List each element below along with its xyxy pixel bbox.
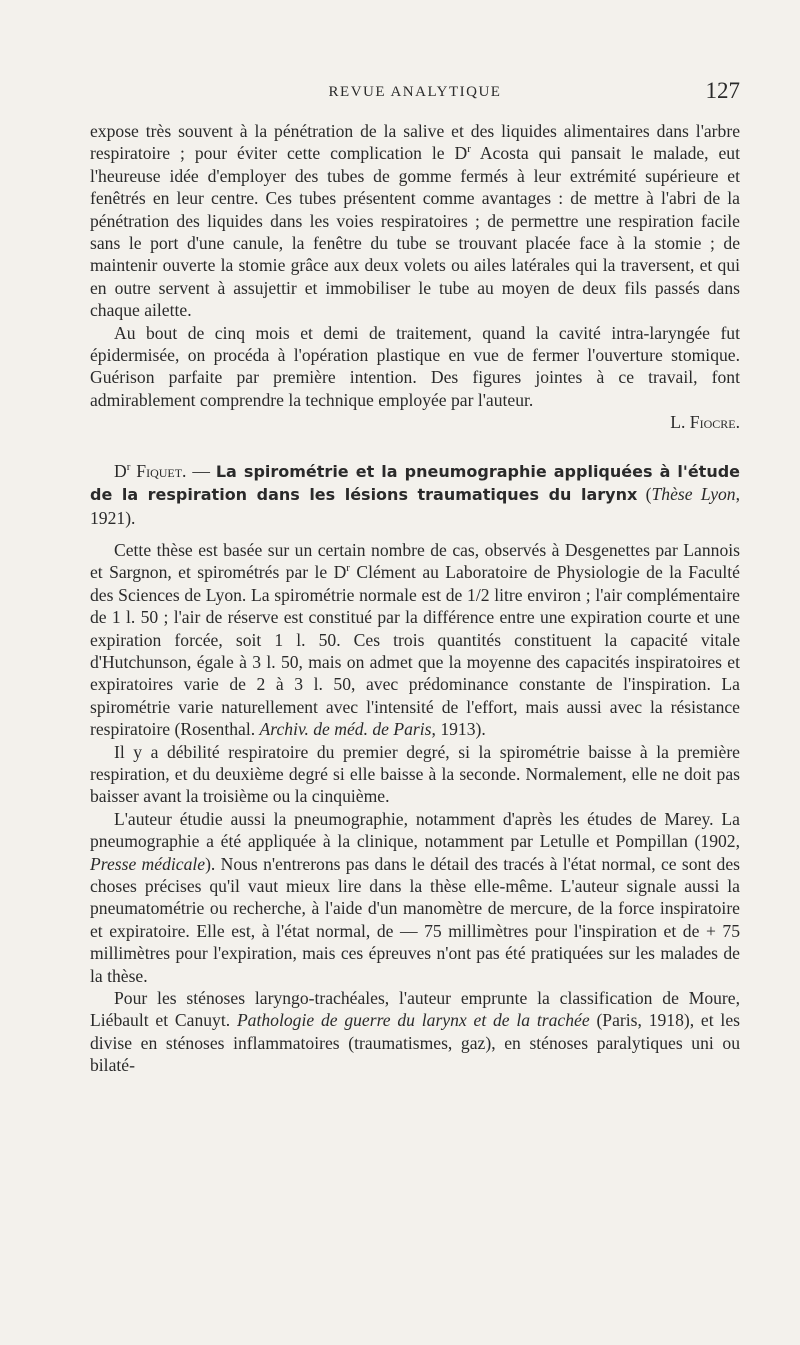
text-run: ). Nous n'entrerons pas dans le détail des tracés à l'état normal, ce sont des choses précises qu'il vaut mieux lire dans la thèse elle-même. L'auteur signale aussi la pneumatométrie ou recherche, à l'aide d'un manomètre de mercure, de la force inspiratoire et expiratoire. Elle est, à l'état normal, de — 75 millimètres pour l'inspiration et de + 75 millimètres pour l'expiration, mais ces épreuves n'ont pas été pratiquées sur les malades de la thèse.: [90, 853, 740, 986]
text-run: , 1913).: [431, 719, 486, 740]
author-name: Fiquet.: [130, 460, 187, 481]
text-run: L'auteur étudie aussi la pneumographie, notamment d'après les études de Marey. La pneumographie a été appliquée à la clinique, notamment par Letulle et Pompillan (1902,: [90, 808, 740, 852]
running-title: REVUE ANALYTIQUE: [328, 84, 502, 100]
article-body: [90, 120, 740, 1077]
paragraph-spirometry: [90, 539, 740, 741]
citation-italic: Pathologie de guerre du larynx et de la trachée: [236, 1010, 590, 1031]
review-title: $D^r$ Fiquet. — La spirométrie et la pneumographie appliquées à l'étude de la respiration dans les lésions traumatiques du larynx (Thèse Lyon, 1921).: [90, 460, 741, 528]
superscript: r: [126, 460, 131, 473]
text-run: Clément au Laboratoire de Physiologie de la Faculté des Sciences de Lyon. La spirométrie normale est de 1/2 litre environ ; l'air complémentaire de 1 l. 50 ; l'air de réserve est constitué par la différence entre une expiration courte et une expiration forcée, soit 1 l. 50. Ces trois quantités constituent la capacité vitale d'Hutchunson, égale à 3 l. 50, mais on admet que la moyenne des capacités inspiratoires et expiratoires varie de 2 à 3 l. 50, avec prédominance constante de l'inspiration. La spirométrie varie naturellement avec l'intensité de l'effort, mais aussi avec la résistance respiratoire (Rosenthal.: [90, 562, 740, 740]
superscript: r: [346, 562, 350, 575]
text-run: expose très souvent à la pénétration de la salive et des liquides alimentaires dans l'arbre respiratoire ; pour éviter cette complication le D: [90, 121, 740, 164]
text-run: Au bout de cinq mois et demi de traitement, quand la cavité intra-laryngée fut épidermisée, on procéda à l'opération plastique en vue de fermer l'ouverture stomique. Guérison parfaite par première intention. Des figures jointes à ce travail, font admirablement comprendre la technique employée par l'auteur.: [90, 322, 740, 410]
text-run: (Paris, 1918), et les divise en sténoses inflammatoires (traumatismes, gaz), en sténoses paralytiques uni ou bilaté-: [90, 1010, 740, 1076]
paragraph-debility: Il y a débilité respiratoire du premier degré, si la spirométrie baisse à la première respiration, et du deuxième degré si elle baisse à la seconde. Normalement, elle ne doit pas baisser avant la troisième ou la cinquième.: [90, 741, 740, 807]
paragraph-stenoses: [90, 987, 740, 1077]
text-run: Cette thèse est basée sur un certain nombre de cas, observés à Desgenettes par Lannois et Sargnon, et spirométrés par le D: [90, 539, 740, 583]
author-prefix: D: [114, 460, 127, 481]
title-dash: —: [186, 460, 216, 481]
review-signature: L. Fiocre.: [670, 412, 740, 433]
article-title: La spirométrie et la pneumographie appliquées à l'étude de la respiration dans les lésions traumatiques du larynx: [90, 461, 741, 505]
paragraph-acosta: [90, 120, 740, 322]
superscript: r: [467, 143, 471, 156]
text-run: Pour les sténoses laryngo-trachéales, l'auteur emprunte la classification de Moure, Liébault et Canuyt.: [90, 988, 740, 1031]
section-gap: [90, 434, 740, 460]
citation-italic: Archiv. de méd. de Paris: [259, 719, 432, 740]
source-year: , 1921).: [90, 484, 740, 528]
text-run: Acosta qui pansait le malade, eut l'heureuse idée d'employer des tubes de gomme fermés à leur extrémité supérieure et fenêtrés en leur centre. Ces tubes présentent comme avantages : de mettre à l'abri de la pénétration des liquides dans les voies respiratoires ; de permettre une respiration facile sans le port d'une canule, la fenêtre du tube se trouvant placée face à la stomie ; de maintenir ouverte la stomie grâce aux deux volets ou ailes latérales qui la traversent, et qui en outre servent à assujettir et immobiliser le tube au moyen de deux fils passés dans chaque ailette.: [90, 143, 740, 321]
paragraph-pneumography: [90, 808, 740, 987]
page-header: [90, 78, 740, 108]
paragraph-treatment: [90, 322, 740, 412]
source-title: Thèse Lyon: [651, 484, 736, 505]
page-number: 127: [705, 78, 740, 103]
citation-italic: Presse médicale: [90, 853, 206, 874]
